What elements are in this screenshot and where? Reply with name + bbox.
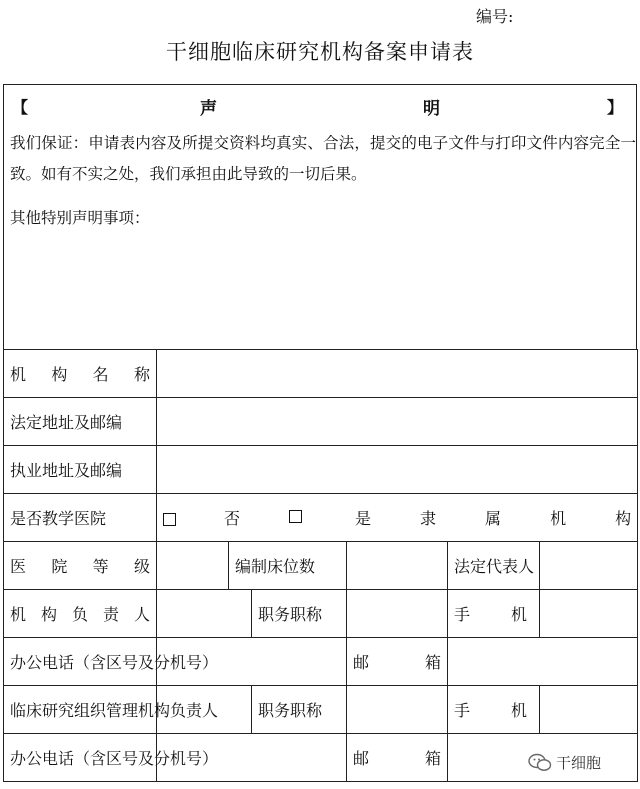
table-row <box>4 686 638 734</box>
teaching-no-option[interactable]: 否 <box>163 506 240 529</box>
watermark: 干细胞 <box>528 752 601 773</box>
mobile-label: 手 机 <box>448 590 540 638</box>
declaration-close-bracket: 】 <box>607 98 624 117</box>
office-phone-label: 办公电话（含区号及分机号） <box>4 638 157 686</box>
declaration-open-bracket: 【 <box>12 98 29 117</box>
legal-representative-label: 法定代表人 <box>448 542 540 590</box>
application-form-table <box>3 349 638 782</box>
table-row <box>4 446 638 494</box>
office-phone-label: 办公电话（含区号及分机号） <box>4 734 157 782</box>
practice-address-label: 执业地址及邮编 <box>4 446 157 494</box>
table-row <box>4 542 638 590</box>
declaration-title-char: 声 <box>200 99 217 119</box>
table-row <box>4 398 638 446</box>
mobile-field[interactable] <box>540 590 638 638</box>
hospital-grade-field[interactable] <box>157 542 229 590</box>
table-row <box>4 590 638 638</box>
table-row <box>4 494 638 542</box>
checkbox-icon[interactable] <box>163 513 176 526</box>
position-title-field[interactable] <box>347 590 448 638</box>
checkbox-icon[interactable] <box>289 510 302 523</box>
mobile-field[interactable] <box>540 686 638 734</box>
email-label: 邮 箱 <box>347 638 448 686</box>
position-title-label: 职务职称 <box>252 686 347 734</box>
table-row <box>4 638 638 686</box>
hospital-grade-label: 医 院 等 级 <box>4 542 157 590</box>
other-statement-label: 其他特别声明事项： <box>10 209 150 227</box>
legal-address-label: 法定地址及邮编 <box>4 398 157 446</box>
bed-count-label: 编制床位数 <box>229 542 347 590</box>
email-label: 邮 箱 <box>347 734 448 782</box>
institution-name-field[interactable] <box>157 350 638 398</box>
teaching-hospital-options: 否 是 隶 属 机 构 <box>157 494 638 542</box>
email-field[interactable] <box>448 638 638 686</box>
wechat-icon <box>528 753 552 773</box>
page-title: 干细胞临床研究机构备案申请表 <box>166 40 474 64</box>
declaration-title-char: 明 <box>423 99 440 119</box>
serial-number-label: 编号: <box>476 7 514 26</box>
institution-name-label: 机 构 名 称 <box>4 350 157 398</box>
position-title-label: 职务职称 <box>252 590 347 638</box>
practice-address-field[interactable] <box>157 446 638 494</box>
table-row <box>4 350 638 398</box>
institution-head-label: 机 构 负 责 人 <box>4 590 157 638</box>
institution-head-field[interactable] <box>157 590 252 638</box>
position-title-field[interactable] <box>347 686 448 734</box>
declaration-text: 我们保证：申请表内容及所提交资料均真实、合法，提交的电子文件与打印文件内容完全一致。如有不实之处，我们承担由此导致的一切后果。 <box>10 134 636 183</box>
mobile-label: 手 机 <box>448 686 540 734</box>
bed-count-field[interactable] <box>347 542 448 590</box>
clinical-org-head-label: 临床研究组织管理机构负责人 <box>4 686 157 734</box>
teaching-yes-option[interactable] <box>289 506 306 529</box>
declaration-title <box>200 94 440 119</box>
legal-address-field[interactable] <box>157 398 638 446</box>
teaching-hospital-label: 是否教学医院 <box>4 494 157 542</box>
legal-representative-field[interactable] <box>540 542 638 590</box>
